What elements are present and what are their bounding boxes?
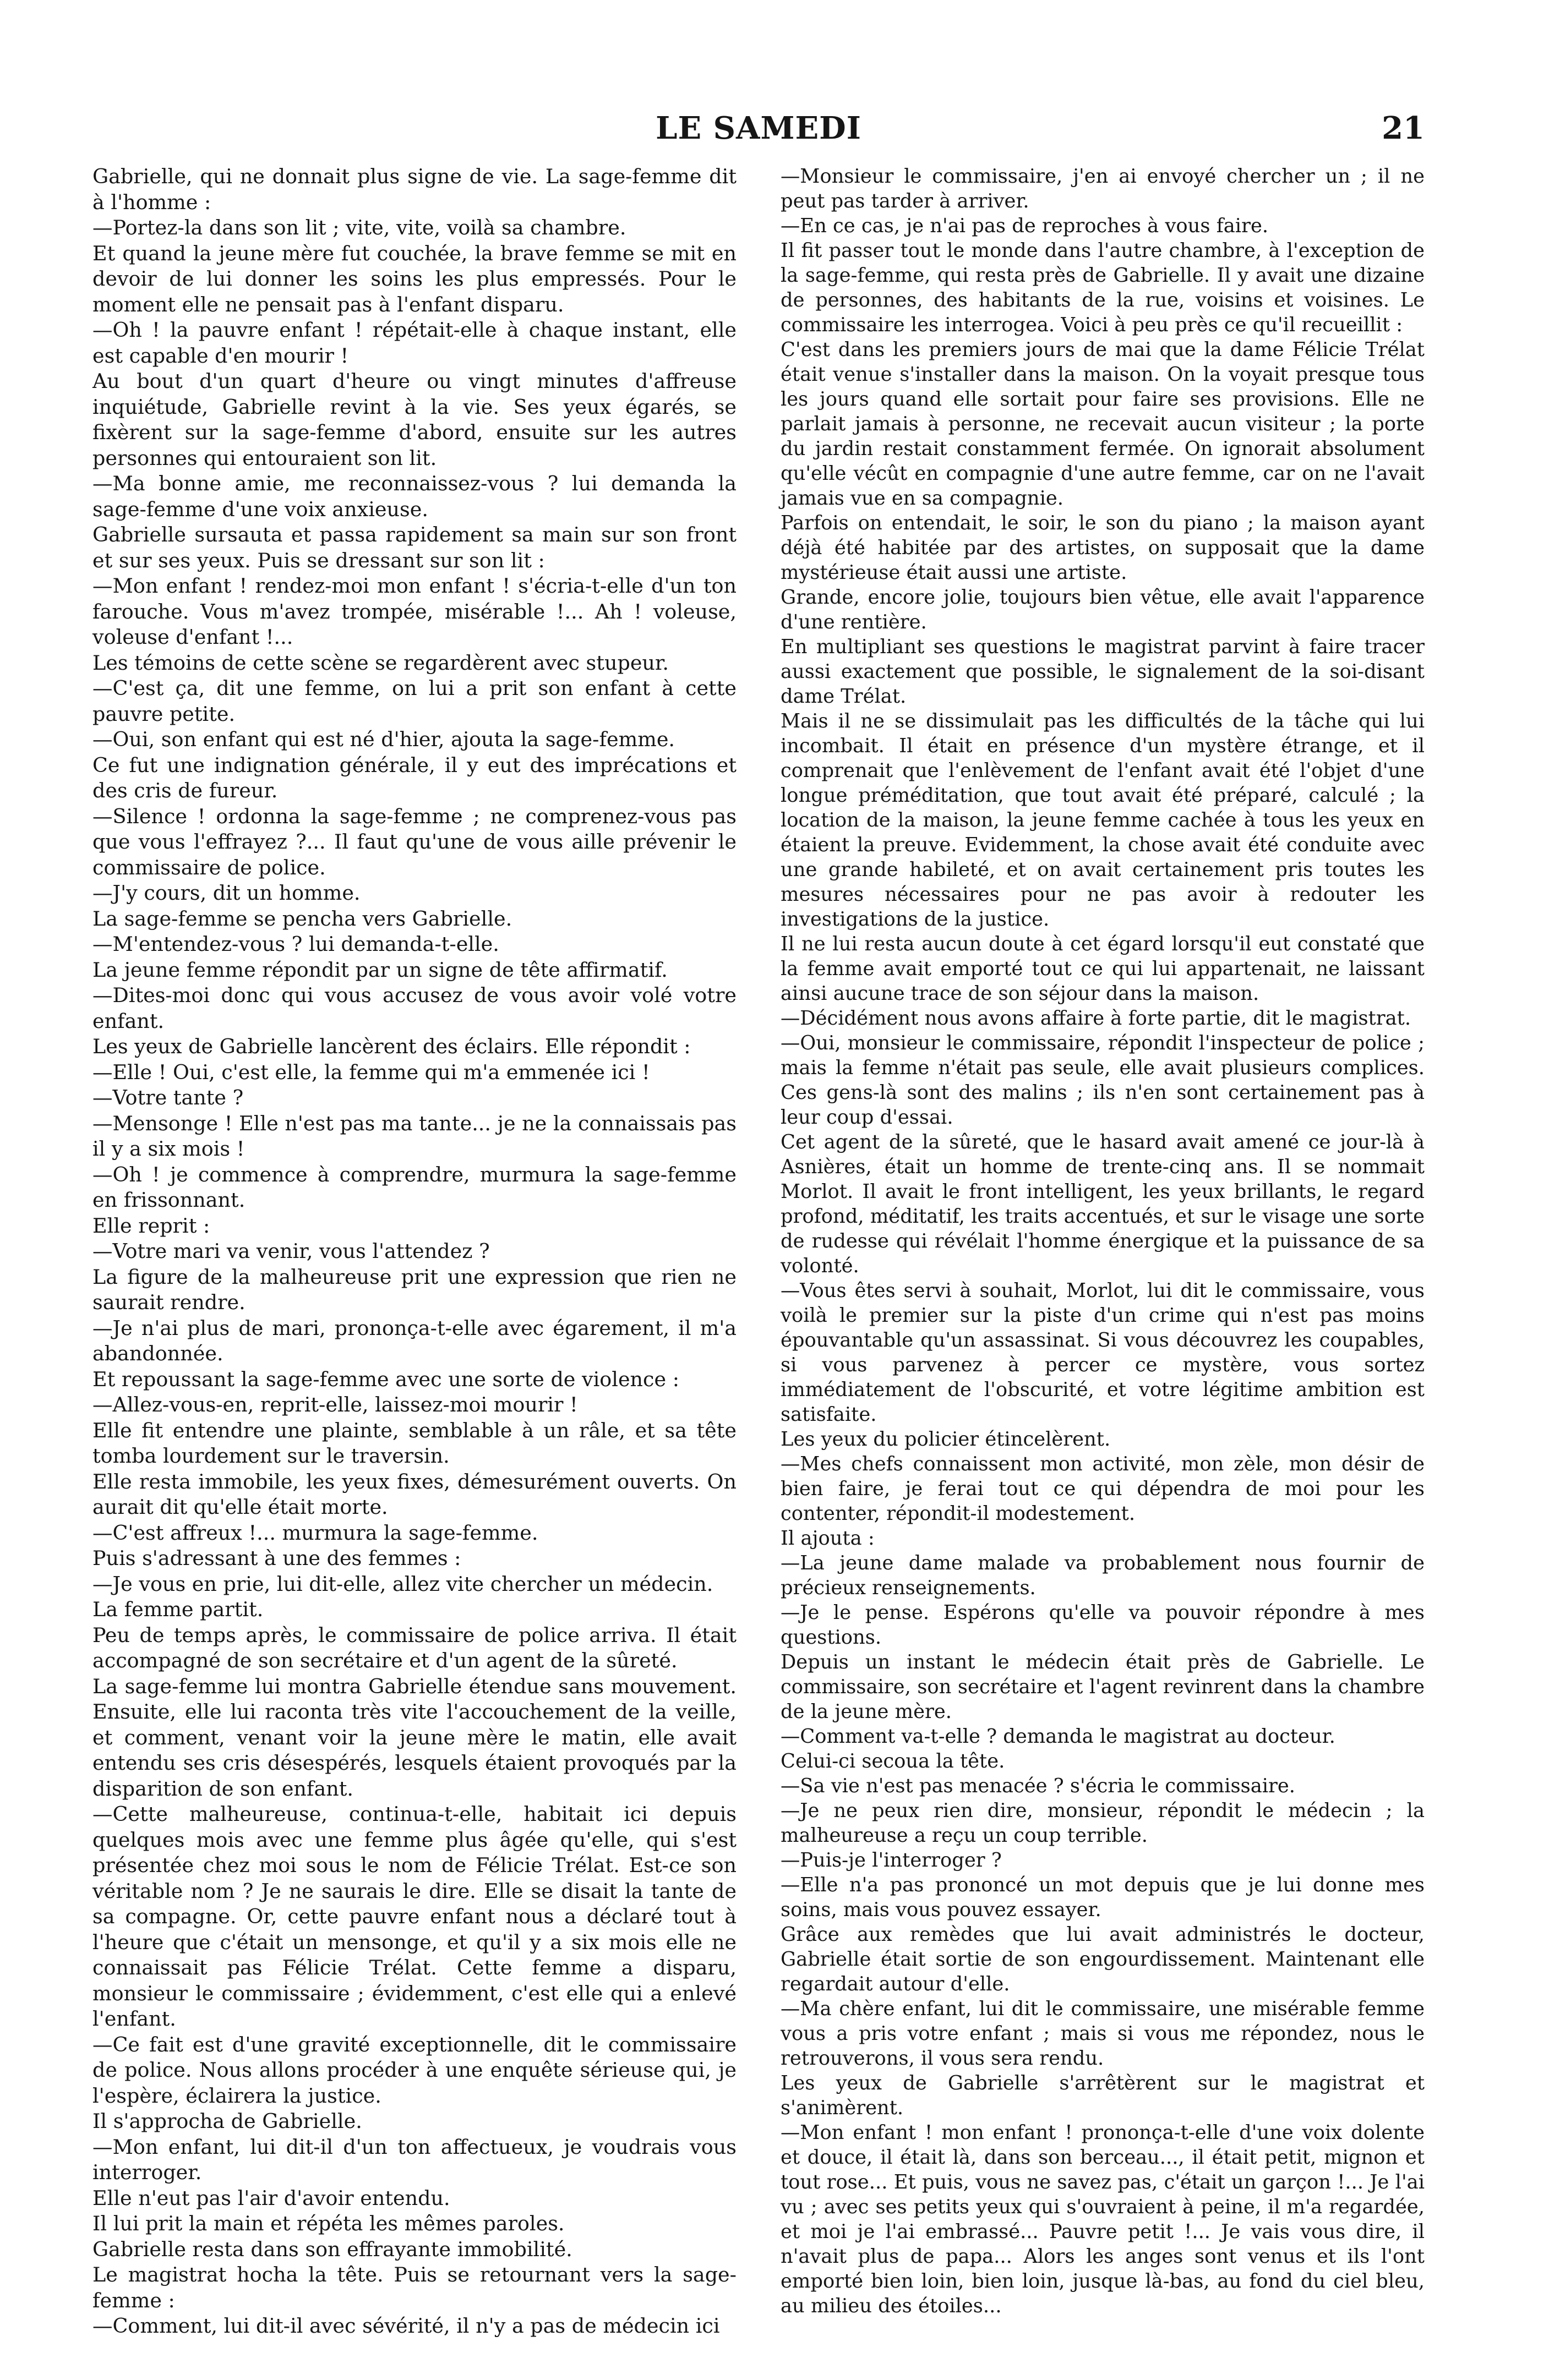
paragraph: Celui-ci secoua la tête. — [781, 1750, 1005, 1772]
paragraph: La jeune femme répondit par un signe de tête affirmatif. — [92, 958, 668, 982]
paragraph: —Je n'ai plus de mari, prononça-t-elle avec égarement, il m'a abandonnée. — [92, 1316, 737, 1365]
paragraph: Puis s'adressant à une des femmes : — [92, 1546, 461, 1570]
paragraph: —Mon enfant ! rendez-moi mon enfant ! s'écria-t-elle d'un ton farouche. Vous m'avez trompée, misérable !... Ah ! voleuse, voleuse d'enfant !... — [92, 574, 737, 649]
paragraph: Le magistrat hocha la tête. Puis se retournant vers la sage-femme : — [92, 2263, 737, 2312]
paragraph: Les témoins de cette scène se regardèrent avec stupeur. — [92, 650, 669, 675]
paragraph: Au bout d'un quart d'heure ou vingt minutes d'affreuse inquiétude, Gabrielle revint à la vie. Ses yeux égarés, se fixèrent sur la sage-femme d'abord, ensuite sur les autres personnes qui entouraient son lit. — [92, 369, 737, 470]
paragraph: —Votre tante ? — [92, 1086, 244, 1109]
paragraph: Grâce aux remèdes que lui avait administrés le docteur, Gabrielle était sortie de son engourdissement. Maintenant elle regardait autour d'elle. — [781, 1923, 1425, 1995]
paragraph: —J'y cours, dit un homme. — [92, 881, 361, 905]
paragraph: —C'est affreux !... murmura la sage-femme. — [92, 1520, 538, 1545]
paragraph: —Portez-la dans son lit ; vite, vite, voilà sa chambre. — [92, 216, 626, 239]
paragraph: —Votre mari va venir, vous l'attendez ? — [92, 1239, 490, 1263]
paragraph: Il s'approcha de Gabrielle. — [92, 2109, 362, 2133]
paragraph: —Mon enfant, lui dit-il d'un ton affectueux, je voudrais vous interroger. — [92, 2135, 737, 2184]
paragraph: La sage-femme lui montra Gabrielle étendue sans mouvement. Ensuite, elle lui raconta très vite l'accouchement de la veille, et comment, venant voir la jeune mère le matin, elle avait entendu ses cris désespérés, lesquels étaient provoqués par la disparition de son enfant. — [92, 1674, 737, 1801]
paragraph: La femme partit. — [92, 1597, 264, 1621]
paragraph: —Oui, son enfant qui est né d'hier, ajouta la sage-femme. — [92, 727, 675, 751]
paragraph: —Cette malheureuse, continua-t-elle, habitait ici depuis quelques mois avec une femme plus âgée qu'elle, qui s'est présentée chez moi sous le nom de Félicie Trélat. Est-ce son véritable nom ? Je ne saurais le dire. Elle se disait la tante de sa compagne. Or, cette pauvre enfant nous a déclaré tout à l'heure que c'était un mensonge, et qu'il y a six mois elle ne connaissait pas Félicie Trélat. Cette femme a disparu, monsieur le commissaire ; évidemment, c'est elle qui a enlevé l'enfant. — [92, 1802, 737, 2031]
paragraph: La figure de la malheureuse prit une expression que rien ne saurait rendre. — [92, 1265, 737, 1314]
left-column — [92, 164, 737, 2339]
paragraph: —Comment va-t-elle ? demanda le magistrat au docteur. — [781, 1725, 1335, 1748]
paragraph: —Mon enfant ! mon enfant ! prononça-t-elle d'une voix dolente et douce, il était là, dans son berceau..., il était petit, mignon et tout rose... Et puis, vous ne savez pas, c'était un garçon !... Je l'ai vu ; avec ses petits yeux qui s'ouvraient à peine, il m'a regardée, et moi je l'ai embrassé... Pauvre petit !... Je vais vous dire, il n'avait plus de papa... Alors les anges sont venus et ils l'ont emporté bien loin, bien loin, jusque là-bas, au fond du ciel bleu, au milieu des étoiles... — [781, 2121, 1425, 2317]
paragraph: Gabrielle, qui ne donnait plus signe de vie. La sage-femme dit à l'homme : — [92, 165, 737, 214]
paragraph: —La jeune dame malade va probablement nous fournir de précieux renseignements. — [781, 1552, 1425, 1599]
paragraph: Et quand la jeune mère fut couchée, la brave femme se mit en devoir de lui donner les soins les plus empressés. Pour le moment elle ne pensait pas à l'enfant disparu. — [92, 241, 737, 316]
paragraph: —Elle n'a pas prononcé un mot depuis que je lui donne mes soins, mais vous pouvez essayer. — [781, 1874, 1425, 1921]
paragraph: Elle resta immobile, les yeux fixes, démesurément ouverts. On aurait dit qu'elle était morte. — [92, 1469, 737, 1519]
paragraph: —Je vous en prie, lui dit-elle, allez vite chercher un médecin. — [92, 1572, 713, 1596]
paragraph: —Décidément nous avons affaire à forte partie, dit le magistrat. — [781, 1007, 1411, 1030]
paragraph: Elle n'eut pas l'air d'avoir entendu. — [92, 2186, 450, 2210]
page-header — [92, 110, 1425, 154]
paragraph: —Je ne peux rien dire, monsieur, répondit le médecin ; la malheureuse a reçu un coup terrible. — [781, 1799, 1425, 1847]
paragraph: Les yeux de Gabrielle lancèrent des éclairs. Elle répondit : — [92, 1035, 691, 1058]
paragraph: Mais il ne se dissimulait pas les difficultés de la tâche qui lui incombait. Il était en présence d'un mystère étrange, et il comprenait que l'enlèvement de l'enfant avait été l'objet d'une longue préméditation, que tout avait été préparé, calculé ; la location de la maison, la jeune femme cachée à tous les yeux en étaient la preuve. Evidemment, la chose avait été conduite avec une grande habileté, et on avait certainement pris toutes les mesures nécessaires pour ne pas avoir à redouter les investigations de la justice. — [781, 710, 1425, 931]
paragraph: Il ne lui resta aucun doute à cet égard lorsqu'il eut constaté que la femme avait emporté tout ce qui lui appartenait, ne laissant ainsi aucune trace de son séjour dans la maison. — [781, 933, 1425, 1005]
paragraph: —C'est ça, dit une femme, on lui a prit son enfant à cette pauvre petite. — [92, 676, 737, 726]
paragraph: —Silence ! ordonna la sage-femme ; ne comprenez-vous pas que vous l'effrayez ?... Il faut qu'une de vous aille prévenir le commissaire de police. — [92, 804, 737, 879]
paragraph: Elle reprit : — [92, 1213, 210, 1238]
paragraph: —En ce cas, je n'ai pas de reproches à vous faire. — [781, 215, 1269, 237]
paragraph: C'est dans les premiers jours de mai que la dame Félicie Trélat était venue s'installer dans la maison. On la voyait presque tous les jours quand elle sortait pour faire ses provisions. Elle ne parlait jamais à personne, ne recevait aucun visiteur ; la porte du jardin restait constamment fermée. On ignorait absolument qu'elle vécût en compagnie d'une autre femme, car on ne l'avait jamais vue en sa compagnie. — [781, 338, 1425, 510]
paragraph: Il lui prit la main et répéta les mêmes paroles. — [92, 2212, 565, 2235]
paragraph: —Sa vie n'est pas menacée ? s'écria le commissaire. — [781, 1775, 1296, 1797]
paragraph: —Mensonge ! Elle n'est pas ma tante... je ne la connaissais pas il y a six mois ! — [92, 1111, 737, 1161]
paragraph: —Je le pense. Espérons qu'elle va pouvoir répondre à mes questions. — [781, 1601, 1425, 1649]
paragraph: En multipliant ses questions le magistrat parvint à faire tracer aussi exactement que possible, le signalement de la soi-disant dame Trélat. — [781, 636, 1425, 708]
paragraph: —M'entendez-vous ? lui demanda-t-elle. — [92, 932, 499, 956]
right-column — [781, 164, 1425, 2318]
paragraph: Elle fit entendre une plainte, semblable à un râle, et sa tête tomba lourdement sur le traversin. — [92, 1418, 737, 1468]
paragraph: —Oh ! je commence à comprendre, murmura la sage-femme en frissonnant. — [92, 1162, 737, 1212]
page-number: 21 — [1382, 110, 1425, 146]
paragraph: Peu de temps après, le commissaire de police arriva. Il était accompagné de son secrétaire et d'un agent de la sûreté. — [92, 1623, 737, 1672]
paragraph: —Dites-moi donc qui vous accusez de vous avoir volé votre enfant. — [92, 983, 737, 1033]
paragraph: Il ajouta : — [781, 1527, 875, 1550]
paragraph: Ce fut une indignation générale, il y eut des imprécations et des cris de fureur. — [92, 753, 737, 802]
paragraph: Les yeux de Gabrielle s'arrêtèrent sur le magistrat et s'animèrent. — [781, 2072, 1425, 2119]
paragraph: —Puis-je l'interroger ? — [781, 1849, 1002, 1872]
paragraph: Gabrielle sursauta et passa rapidement sa main sur son front et sur ses yeux. Puis se dressant sur son lit : — [92, 523, 737, 572]
paragraph: La sage-femme se pencha vers Gabrielle. — [92, 906, 512, 931]
paragraph: Parfois on entendait, le soir, le son du piano ; la maison ayant déjà été habitée par des artistes, on supposait que la dame mystérieuse était aussi une artiste. — [781, 512, 1425, 584]
paragraph: —Ma chère enfant, lui dit le commissaire, une misérable femme vous a pris votre enfant ; mais si vous me répondez, nous le retrouverons, il vous sera rendu. — [781, 1998, 1425, 2070]
paragraph: Depuis un instant le médecin était près de Gabrielle. Le commissaire, son secrétaire et l'agent revinrent dans la chambre de la jeune mère. — [781, 1651, 1425, 1723]
page-title: LE SAMEDI — [656, 110, 861, 146]
paragraph: —Oui, monsieur le commissaire, répondit l'inspecteur de police ; mais la femme n'était pas seule, elle avait plusieurs complices. Ces gens-là sont des malins ; ils n'en sont certainement pas à leur coup d'essai. — [781, 1032, 1425, 1129]
paragraph: Cet agent de la sûreté, que le hasard avait amené ce jour-là à Asnières, était un homme de trente-cinq ans. Il se nommait Morlot. Il avait le front intelligent, les yeux brillants, le regard profond, méditatif, les traits accentués, et sur le visage une sorte de rudesse qui révélait l'homme énergique et la puissance de sa volonté. — [781, 1131, 1425, 1277]
paragraph: Et repoussant la sage-femme avec une sorte de violence : — [92, 1367, 680, 1391]
paragraph: Gabrielle resta dans son effrayante immobilité. — [92, 2237, 572, 2261]
paragraph: Il fit passer tout le monde dans l'autre chambre, à l'exception de la sage-femme, qui resta près de Gabrielle. Il y avait une dizaine de personnes, des habitants de la rue, voisins et voisines. Le commissaire les interrogea. Voici à peu près ce qu'il recueillit : — [781, 239, 1425, 336]
paragraph: —Monsieur le commissaire, j'en ai envoyé chercher un ; il ne peut pas tarder à arriver. — [781, 165, 1425, 212]
paragraph: —Vous êtes servi à souhait, Morlot, lui dit le commissaire, vous voilà le premier sur la piste d'un crime qui n'est pas moins épouvantable qu'un assassinat. Si vous découvrez les coupables, si vous parvenez à percer ce mystère, vous sortez immédiatement de l'obscurité, et votre légitime ambition est satisfaite. — [781, 1279, 1425, 1426]
paragraph: —Allez-vous-en, reprit-elle, laissez-moi mourir ! — [92, 1393, 578, 1416]
paragraph: Grande, encore jolie, toujours bien vêtue, elle avait l'apparence d'une rentière. — [781, 586, 1425, 633]
paragraph: Les yeux du policier étincelèrent. — [781, 1428, 1111, 1451]
paragraph: —Elle ! Oui, c'est elle, la femme qui m'a emmenée ici ! — [92, 1060, 650, 1084]
paragraph: —Ma bonne amie, me reconnaissez-vous ? lui demanda la sage-femme d'une voix anxieuse. — [92, 472, 737, 521]
paragraph: —Ce fait est d'une gravité exceptionnelle, dit le commissaire de police. Nous allons procéder à une enquête sérieuse qui, je l'espère, éclairera la justice. — [92, 2032, 737, 2108]
paragraph: —Mes chefs connaissent mon activité, mon zèle, mon désir de bien faire, je ferai tout ce qui dépendra de moi pour les contenter, répondit-il modestement. — [781, 1453, 1425, 1525]
paragraph: —Oh ! la pauvre enfant ! répétait-elle à chaque instant, elle est capable d'en mourir ! — [92, 318, 737, 368]
paragraph: —Comment, lui dit-il avec sévérité, il n'y a pas de médecin ici — [92, 2314, 720, 2338]
